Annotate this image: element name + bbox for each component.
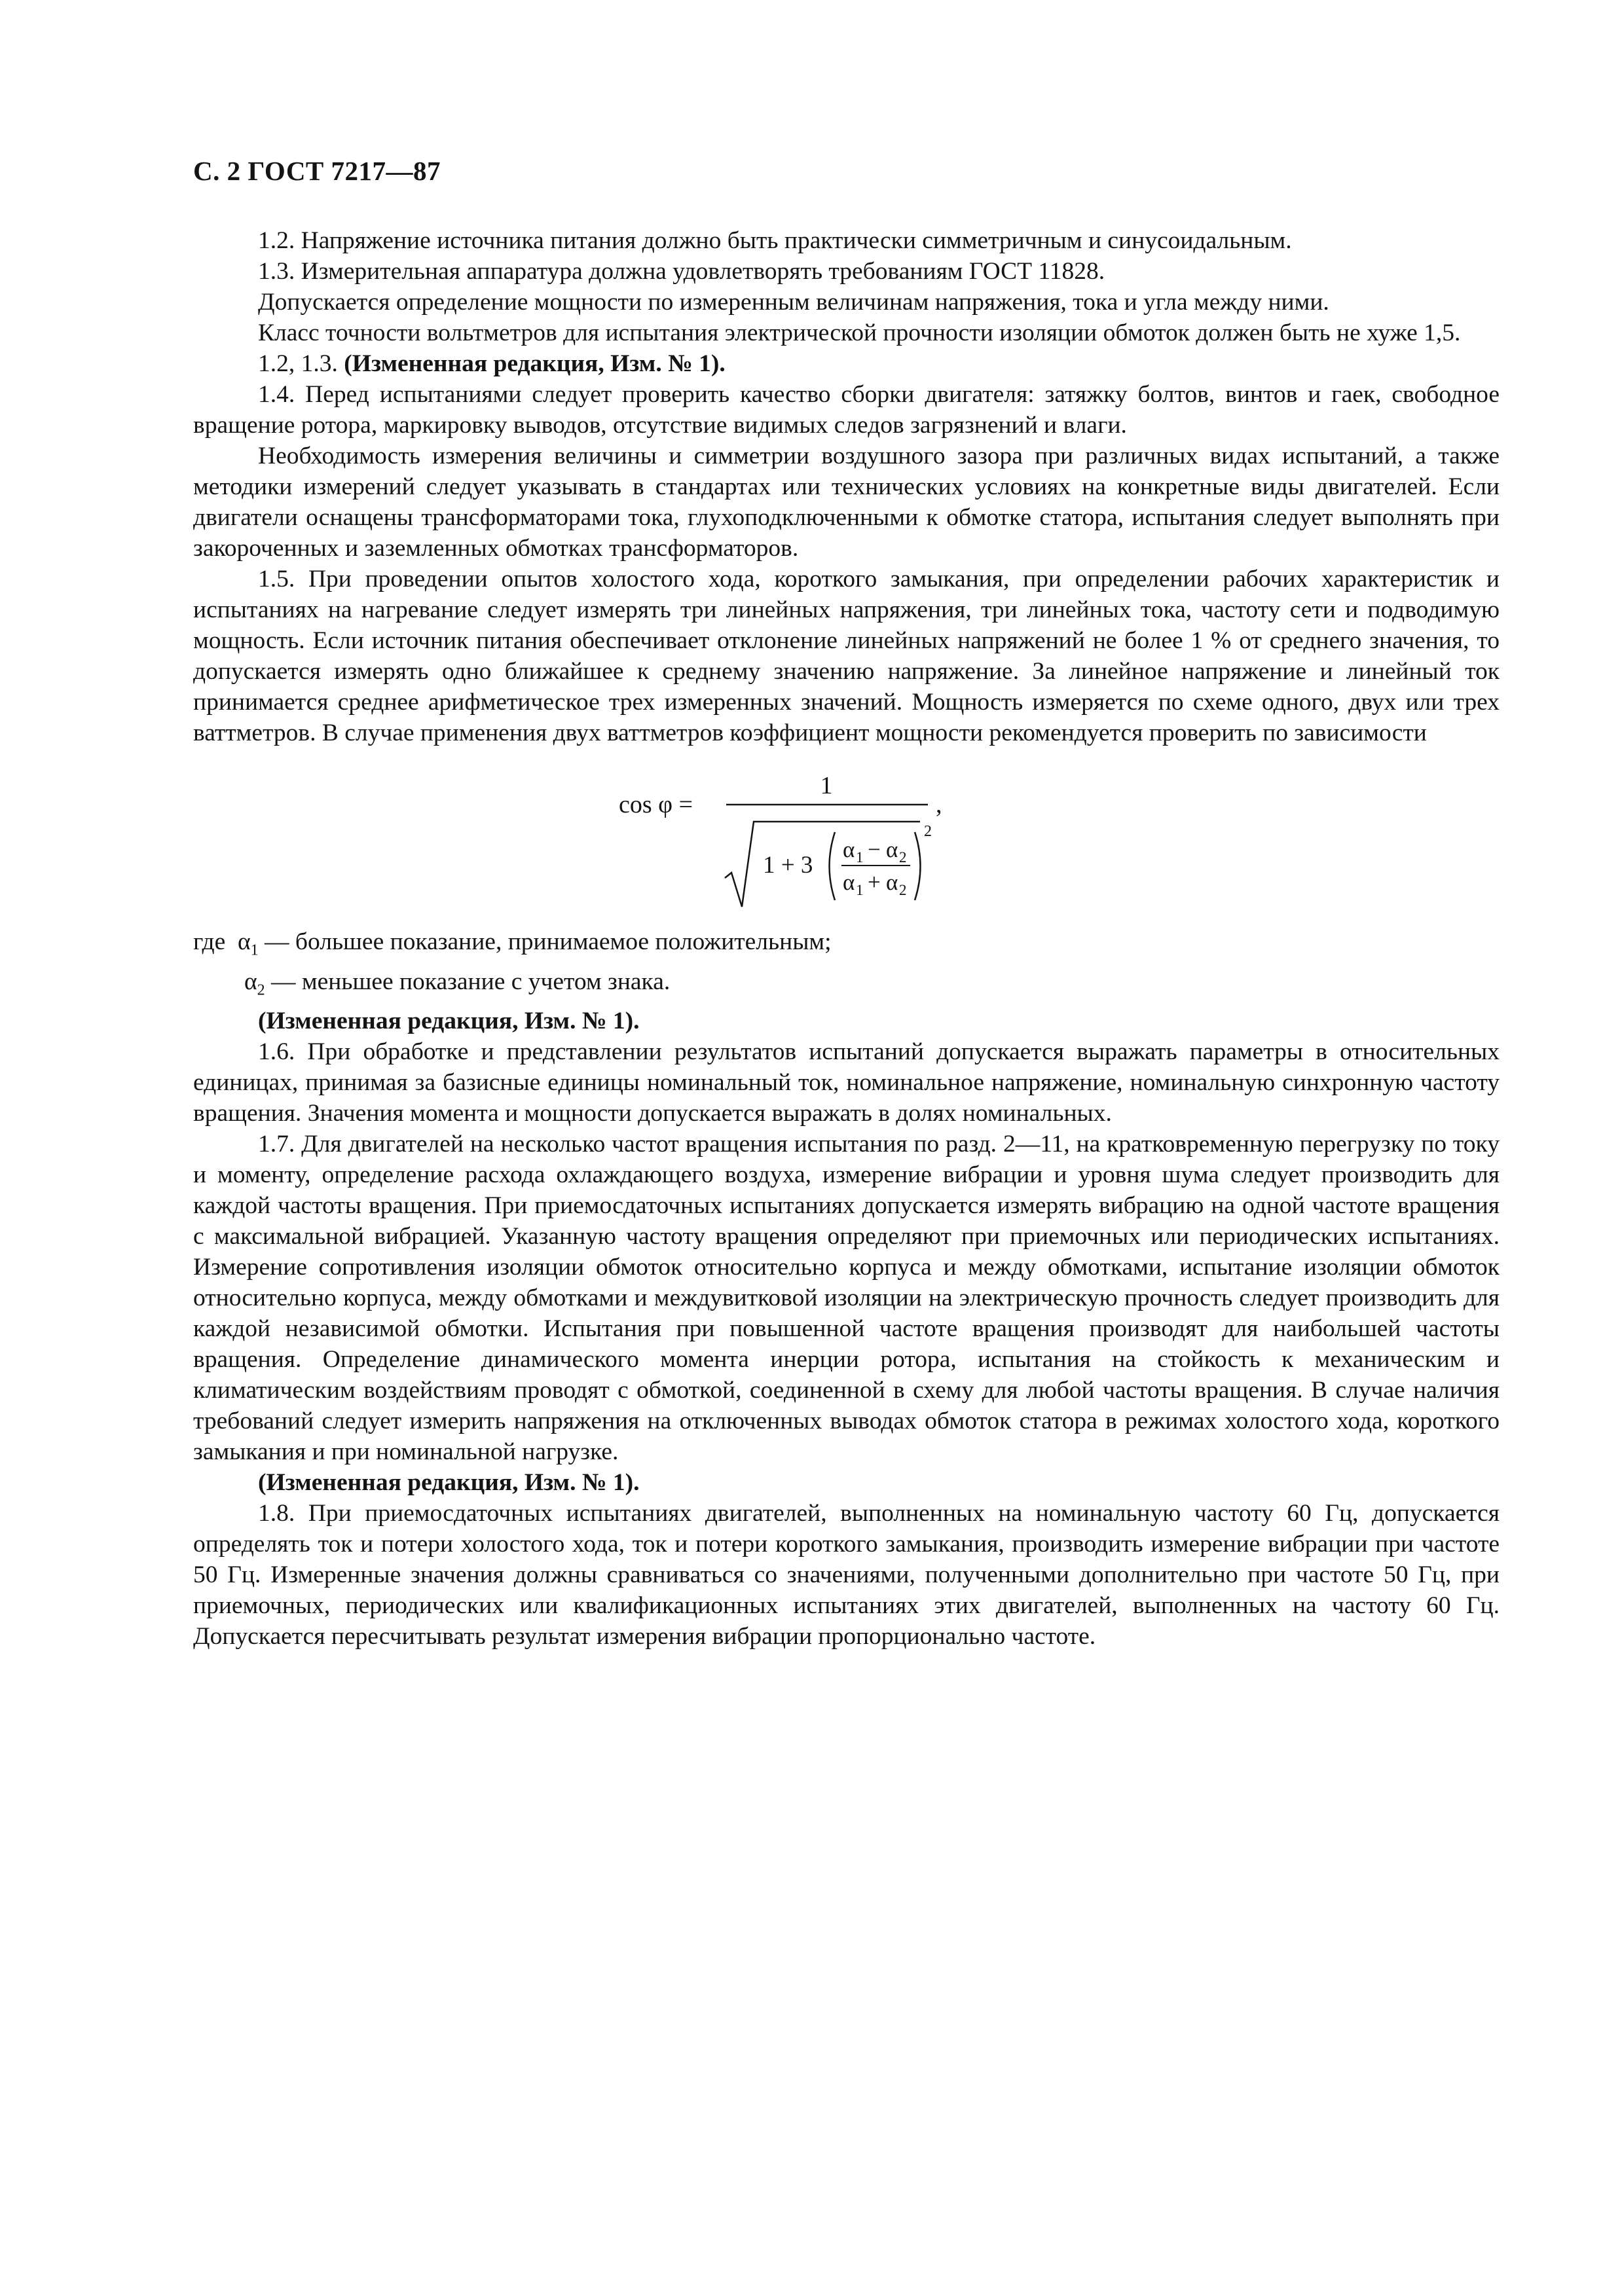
where-alpha2-text: — меньшее показание с учетом знака. xyxy=(265,968,671,995)
where-alpha1-symbol: α xyxy=(238,928,251,955)
num-alpha2: α xyxy=(886,837,898,862)
right-paren xyxy=(915,832,921,900)
formula-svg xyxy=(619,761,986,917)
edit-note-1 xyxy=(193,348,1500,379)
paragraph-1-8: 1.8. При приемосдаточных испытаниях двигателей, выполненных на номинальную частоту 60 Гц, допускается определять ток и потери холостого хода, ток и потери короткого замыкания, производить измерение вибрации при частоте 50 Гц. Измеренные значения должны сравниваться со значениями, полученными дополнительно при частоте 50 Гц, при приемочных, периодических или квалификационных испытаниях этих двигателей, выполненных на частоту 60 Гц. Допускается пересчитывать результат измерения вибрации пропорционально частоте. xyxy=(193,1500,1500,1650)
edit-note-prefix: 1.2, 1.3. xyxy=(258,350,344,377)
formula-exponent: 2 xyxy=(924,823,932,840)
den-alpha2: α xyxy=(886,869,898,895)
where-alpha2-sub: 2 xyxy=(257,981,265,998)
num-sub2: 2 xyxy=(899,849,907,866)
where-alpha1-sub: 1 xyxy=(250,941,259,959)
paragraph-1-5: 1.5. При проведении опытов холостого хода, короткого замыкания, при определении рабочих характеристик и испытаниях на нагревание следует измерять три линейных напряжения, три линейных тока, частоту сети и подводимую мощность. Если источник питания обеспечивает отклонение линейных напряжений не более 1 % от среднего значения, то допускается измерять одно ближайшее к среднему значению напряжение. За линейное напряжение и линейный ток принимается среднее арифметическое трех измеренных значений. Мощность измеряется по схеме одного, двух или трех ваттметров. В случае применения двух ваттметров коэффициент мощности рекомендуется проверить по зависимости xyxy=(193,566,1500,746)
formula-one-plus-three: 1 + 3 xyxy=(763,852,813,879)
power-factor-formula xyxy=(193,761,1500,917)
paragraph-1-7: 1.7. Для двигателей на несколько частот вращения испытания по разд. 2—11, на кратковременную перегрузку по току и моменту, определение расхода охлаждающего воздуха, измерение вибрации и уровня шума следует производить для каждой частоты вращения. При приемосдаточных испытаниях допускается измерять вибрацию на одной частоте вращения с максимальной вибрацией. Указанную частоту вращения определяют при приемочных или периодических испытаниях. Измерение сопротивления изоляции обмоток относительно корпуса и между обмотками, испытание изоляции обмоток относительно корпуса, между обмотками и междувитковой изоляции на электрическую прочность следует производить для каждой независимой обмотки. Испытания при повышенной частоте вращения производят для наибольшей частоты вращения. Определение динамического момента инерции ротора, испытания на стойкость к механическим и климатическим воздействиям проводят с обмоткой, соединенной в схему для любой частоты вращения. В случае наличия требований следует измерить напряжения на отключенных выводах обмоток статора в режимах холостого хода, короткого замыкания и при номинальной нагрузке. xyxy=(193,1131,1500,1465)
num-sub1: 1 xyxy=(856,849,864,866)
document-page xyxy=(193,155,1500,1652)
formula-lhs: cos φ = xyxy=(619,791,693,818)
where-alpha1 xyxy=(193,926,1500,966)
edit-note-2: (Измененная редакция, Изм. № 1). xyxy=(258,1008,640,1034)
paragraph-1-4: 1.4. Перед испытаниями следует проверить качество сборки двигателя: затяжку болтов, винтов и гаек, свободное вращение ротора, маркировку выводов, отсутствие видимых следов загрязнений и влаги. xyxy=(193,381,1500,439)
where-lead: где xyxy=(193,928,226,955)
where-alpha1-text: — большее показание, принимаемое положительным; xyxy=(258,928,832,955)
den-sub2: 2 xyxy=(899,882,907,898)
den-alpha1: α xyxy=(843,869,855,895)
formula-trailing-comma: , xyxy=(936,791,942,818)
paragraph-power-measurement: Допускается определение мощности по измеренным величинам напряжения, тока и угла между ними. xyxy=(258,289,1329,316)
paragraph-1-3: 1.3. Измерительная аппаратура должна удовлетворять требованиям ГОСТ 11828. xyxy=(258,258,1105,285)
formula-numerator: 1 xyxy=(820,772,833,799)
left-paren xyxy=(830,832,836,900)
where-alpha2-symbol: α xyxy=(244,968,257,995)
edit-note-3: (Измененная редакция, Изм. № 1). xyxy=(258,1469,640,1496)
num-minus: − xyxy=(868,837,881,862)
paragraph-1-6: 1.6. При обработке и представлении результатов испытаний допускается выражать параметры в относительных единицах, принимая за базисные единицы номинальный ток, номинальное напряжение, номинальную синхронную частоту вращения. Значения момента и мощности допускается выражать в долях номинальных. xyxy=(193,1038,1500,1127)
paragraph-air-gap: Необходимость измерения величины и симметрии воздушного зазора при различных видах испытаний, а также методики измерений следует указывать в стандартах или технических условиях на конкретные виды двигателей. Если двигатели оснащены трансформаторами тока, глухоподключенными к обмотке статора, испытания следует выполнять при закороченных и заземленных обмотках трансформаторов. xyxy=(193,443,1500,562)
den-sub1: 1 xyxy=(856,882,864,898)
where-alpha2 xyxy=(193,966,1500,1006)
page-header: С. 2 ГОСТ 7217—87 xyxy=(193,156,441,186)
paragraph-voltmeter-class: Класс точности вольтметров для испытания электрической прочности изоляции обмоток должен быть не хуже 1,5. xyxy=(258,319,1461,346)
den-plus: + xyxy=(868,869,881,895)
edit-note-bold: (Измененная редакция, Изм. № 1). xyxy=(344,350,726,377)
num-alpha1: α xyxy=(843,837,855,862)
paragraph-1-2: 1.2. Напряжение источника питания должно быть практически симметричным и синусоидальным. xyxy=(258,227,1292,254)
